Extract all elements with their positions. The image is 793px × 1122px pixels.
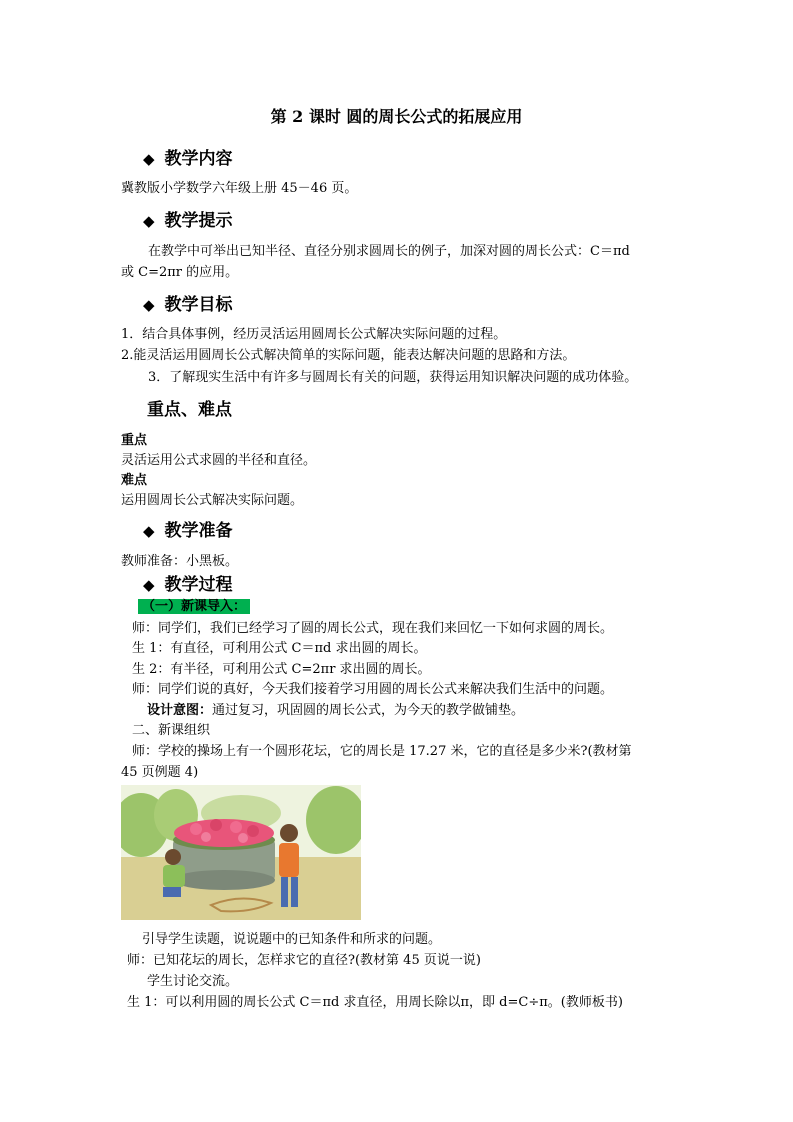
paragraph-8: 45 页例题 4) bbox=[121, 765, 199, 780]
heading-label: 教学内容 bbox=[164, 149, 233, 169]
content-text: 冀教版小学数学六年级上册 45－46 页。 bbox=[121, 181, 358, 196]
heading-label: 教学过程 bbox=[164, 575, 233, 595]
goal-2: 2.能灵活运用圆周长公式解决简单的实际问题，能表达解决问题的思路和方法。 bbox=[121, 348, 576, 363]
diamond-bullet-icon: ◆ bbox=[143, 522, 155, 540]
diamond-bullet-icon: ◆ bbox=[143, 576, 155, 594]
heading-label: 教学提示 bbox=[164, 211, 233, 231]
section-heading-hint bbox=[143, 210, 233, 232]
paragraph-9: 引导学生读题，说说题中的已知条件和所求的问题。 bbox=[142, 932, 442, 947]
section-heading-process bbox=[143, 574, 233, 596]
paragraph-5 bbox=[147, 702, 524, 720]
goal-1: 1．结合具体事例，经历灵活运用圆周长公式解决实际问题的过程。 bbox=[121, 327, 507, 342]
goal-3: 3．了解现实生活中有许多与圆周长有关的问题，获得运用知识解决问题的成功体验。 bbox=[148, 370, 638, 385]
diamond-bullet-icon: ◆ bbox=[143, 150, 155, 168]
difficulty-text: 运用圆周长公式解决实际问题。 bbox=[121, 493, 304, 508]
heading-label: 教学准备 bbox=[164, 521, 233, 541]
paragraph-1: 师：同学们，我们已经学习了圆的周长公式，现在我们来回忆一下如何求圆的周长。 bbox=[132, 621, 614, 636]
diamond-bullet-icon: ◆ bbox=[143, 296, 155, 314]
prep-text: 教师准备：小黑板。 bbox=[121, 554, 239, 569]
difficulty-label: 难点 bbox=[121, 473, 148, 488]
section-heading-prep bbox=[143, 520, 233, 542]
key-text: 灵活运用公式求圆的半径和直径。 bbox=[121, 453, 317, 468]
paragraph-10: 师：已知花坛的周长，怎样求它的直径?(教材第 45 页说一说) bbox=[127, 953, 481, 968]
paragraph-11: 学生讨论交流。 bbox=[147, 974, 239, 989]
paragraph-4: 师：同学们说的真好，今天我们接着学习用圆的周长公式来解决我们生活中的问题。 bbox=[132, 682, 614, 697]
diamond-bullet-icon: ◆ bbox=[143, 212, 155, 230]
flower-bed-illustration bbox=[121, 785, 361, 920]
section-heading-key: 重点、难点 bbox=[147, 400, 232, 420]
design-intent-text: 通过复习，巩固圆的周长公式，为今天的教学做铺垫。 bbox=[212, 703, 525, 718]
heading-label: 教学目标 bbox=[164, 295, 233, 315]
section-heading-content bbox=[143, 148, 233, 170]
intro-tag bbox=[138, 598, 250, 616]
paragraph-12: 生 1：可以利用圆的周长公式 C＝πd 求直径，用周长除以π，即 d=C÷π。(教师板书) bbox=[127, 995, 623, 1010]
key-label: 重点 bbox=[121, 433, 148, 448]
paragraph-6: 二、新课组织 bbox=[132, 723, 211, 738]
paragraph-7: 师：学校的操场上有一个圆形花坛，它的周长是 17.27 米，它的直径是多少米?(教材第 bbox=[132, 744, 632, 759]
paragraph-3: 生 2：有半径，可利用公式 C=2πr 求出圆的周长。 bbox=[132, 662, 431, 677]
section-heading-goal bbox=[143, 294, 233, 316]
hint-line-2: 或 C=2πr 的应用。 bbox=[121, 265, 239, 280]
intro-tag-highlight: （一）新课导入： bbox=[138, 599, 250, 614]
design-intent-label: 设计意图： bbox=[147, 703, 213, 718]
paragraph-2: 生 1：有直径，可利用公式 C＝πd 求出圆的周长。 bbox=[132, 641, 427, 656]
hint-line-1: 在教学中可举出已知半径、直径分别求圆周长的例子，加深对圆的周长公式：C＝πd bbox=[148, 244, 630, 259]
page-title: 第 2 课时 圆的周长公式的拓展应用 bbox=[270, 107, 523, 126]
